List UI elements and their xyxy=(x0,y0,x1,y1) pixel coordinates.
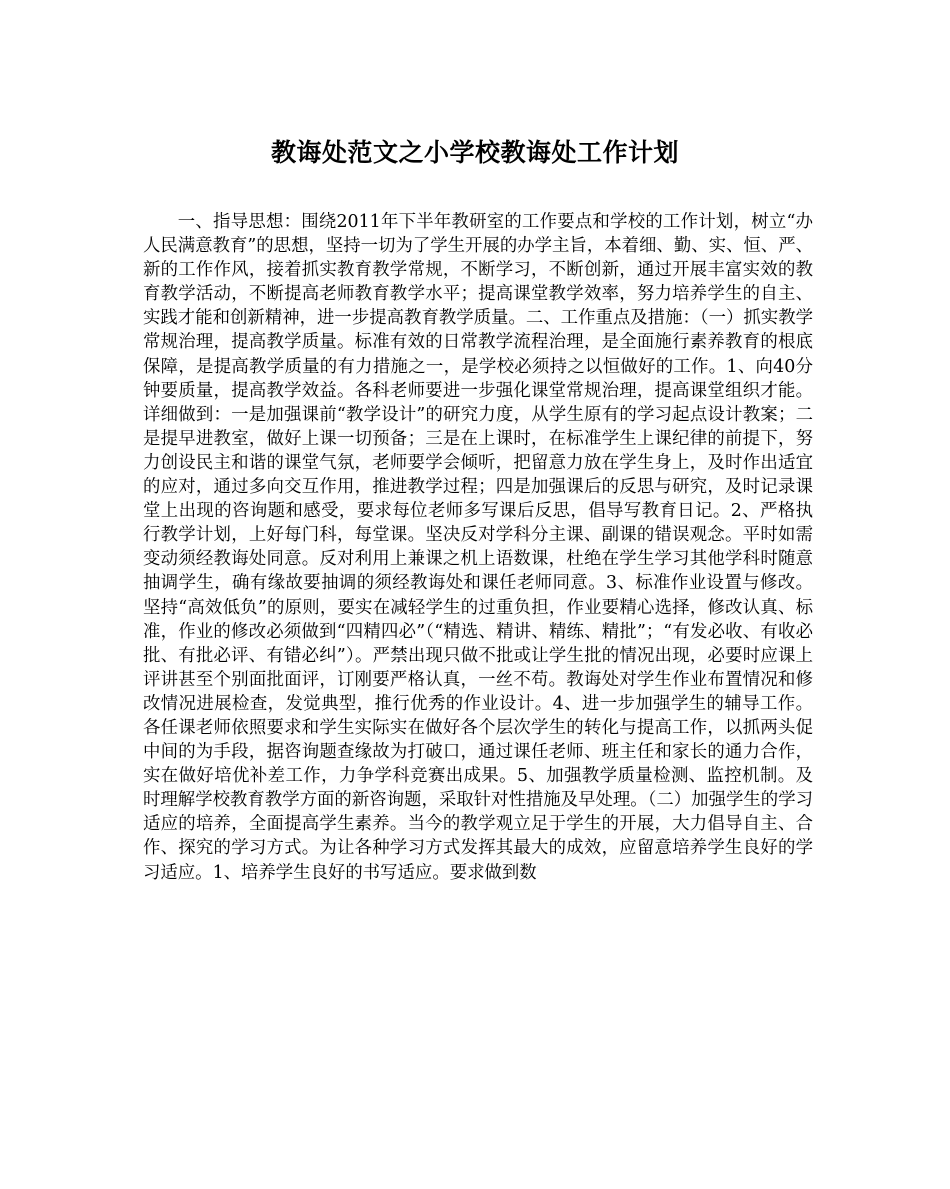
document-title: 教诲处范文之小学校教诲处工作计划 xyxy=(270,138,679,167)
document-body-paragraph: 一、指导思想：围绕2011年下半年教研室的工作要点和学校的工作计划，树立“办人民满意教育”的思想，坚持一切为了学生开展的办学主旨，本着细、勤、实、恒、严、新的工作作风，接着抓实教育教学常规，不断学习，不断创新，通过开展丰富实效的教育教学活动，不断提高老师教育教学水平；提高课堂教学效率，努力培养学生的自主、实践才能和创新精神，进一步提高教育教学质量。二、工作重点及措施：（一）抓实教学常规治理，提高教学质量。标准有效的日常教学流程治理，是全面施行素养教育的根底保障，是提高教学质量的有力措施之一，是学校必须持之以恒做好的工作。1、向40分钟要质量，提高教学效益。各科老师要进一步强化课堂常规治理，提高课堂组织才能。详细做到：一是加强课前“教学设计”的研究力度，从学生原有的学习起点设计教案；二是提早进教室，做好上课一切预备；三是在上课时，在标准学生上课纪律的前提下，努力创设民主和谐的课堂气氛，老师要学会倾听，把留意力放在学生身上，及时作出适宜的应对，通过多向交互作用，推进教学过程；四是加强课后的反思与研究，及时记录课堂上出现的咨询题和感受，要求每位老师多写课后反思，倡导写教育日记。2、严格执行教学计划，上好每门科，每堂课。坚决反对学科分主课、副课的错误观念。平时如需变动须经教诲处同意。反对利用上兼课之机上语数课，杜绝在学生学习其他学科时随意抽调学生，确有缘故要抽调的须经教诲处和课任老师同意。3、标准作业设置与修改。坚持“高效低负”的原则，要实在减轻学生的过重负担，作业要精心选择，修改认真、标准，作业的修改必须做到“四精四必”（“精选、精讲、精练、精批”；“有发必收、有收必批、有批必评、有错必纠”）。严禁出现只做不批或让学生批的情况出现，必要时应课上评讲甚至个别面批面评，订刚要严格认真，一丝不苟。教诲处对学生作业布置情况和修改情况进展检查，发觉典型，推行优秀的作业设计。4、进一步加强学生的辅导工作。各任课老师依照要求和学生实际实在做好各个层次学生的转化与提高工作，以抓两头促中间的为手段，据咨询题查缘故为打破口，通过课任老师、班主任和家长的通力合作，实在做好培优补差工作，力争学科竞赛出成果。5、加强教学质量检测、监控机制。及时理解学校教育教学方面的新咨询题，采取针对性措施及早处理。（二）加强学生的学习适应的培养，全面提高学生素养。当今的教学观立足于学生的开展，大力倡导自主、合作、探究的学习方式。为让各种学习方式发挥其最大的成效，应留意培养学生良好的学习适应。1、培养学生良好的书写适应。要求做到数 xyxy=(143,212,813,883)
